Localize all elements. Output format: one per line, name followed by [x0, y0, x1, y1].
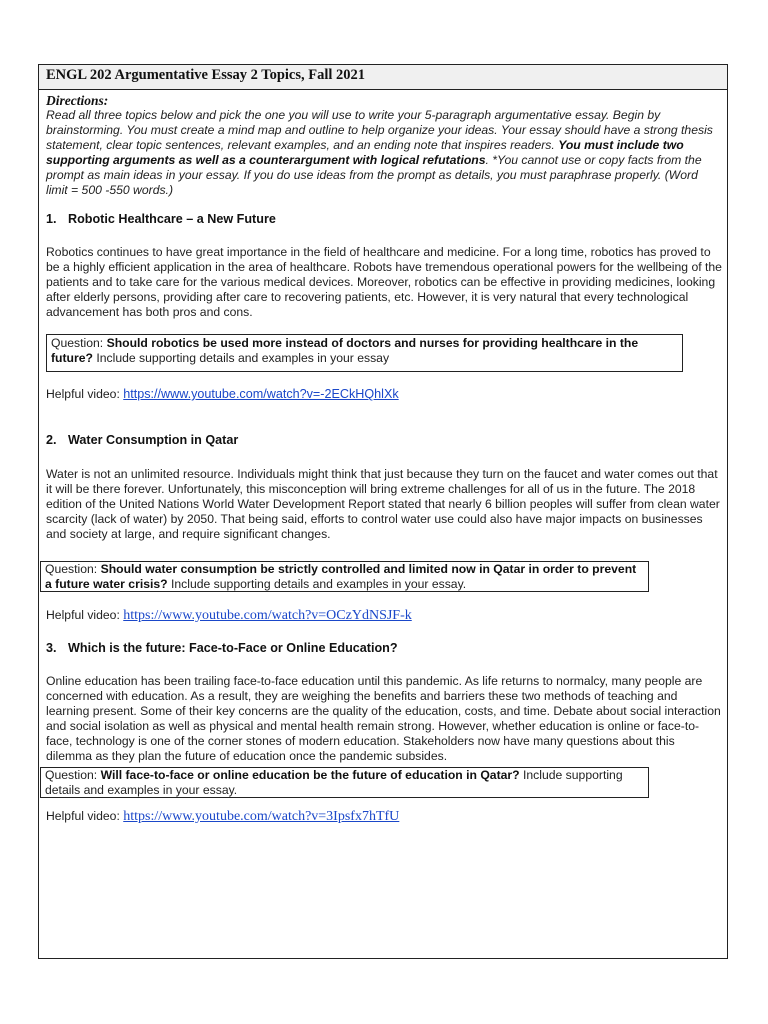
topic-1-helpful-video	[46, 387, 399, 401]
topic-1-title: Robotic Healthcare – a New Future	[68, 212, 276, 226]
topic-2-heading	[46, 433, 238, 447]
topic-2-paragraph: Water is not an unlimited resource. Individuals might think that just because they turn on the faucet and water comes out that it will be there forever. Unfortunately, this misconception will bring extreme challenges for all of us in the future. The 2018 edition of the United Nations World Water Development Report stated that nearly 6 billion peoples will suffer from clean water scarcity (lack of water) by 2050. That being said, efforts to control water use could also have major impacts on businesses and society at large, and require significant changes.	[46, 467, 720, 541]
topic-1-question-rest: Include supporting details and examples in your essay	[92, 351, 390, 365]
topic-3-title: Which is the future: Face-to-Face or Online Education?	[68, 641, 398, 655]
topic-1-paragraph: Robotics continues to have great importance in the field of healthcare and medicine. For a long time, robotics has proved to be a highly efficient application in the area of healthcare. Robots have tremendous operational powers for the wellbeing of the patients and to take care for the various medical devices. Moreover, robotics can be effective in providing medicines, looking after elderly persons, providing after care to recovering patients, etc. However, it is very natural that every technological advancement has both pros and cons.	[46, 245, 722, 319]
topic-1-heading	[46, 212, 276, 226]
topic-3-question-rest: Include supporting details and examples in your essay.	[45, 768, 623, 797]
topic-2-helpful-video	[46, 608, 412, 624]
question-label: Question:	[45, 768, 101, 782]
topic-2-question-box	[40, 561, 649, 592]
helpful-label: Helpful video:	[46, 387, 124, 401]
question-label: Question:	[45, 562, 101, 576]
topic-3-video-link[interactable]: https://www.youtube.com/watch?v=3Ipsfx7hTfU	[123, 809, 400, 824]
topic-2-question: Should water consumption be strictly controlled and limited now in Qatar in order to prevent a future water crisis?	[45, 562, 637, 591]
directions-text	[46, 108, 718, 198]
topic-3-paragraph: Online education has been trailing face-to-face education until this pandemic. As life returns to normalcy, many people are concerned with education. As a result, they are weighing the benefits and barriers these two methods of teaching and learning present. Some of their key concerns are the quality of the education, costs, and time. Debate about social interaction and social isolation as well as physical and mental health remain strong. However, whether education is online or face-to-face, technology is one of the corner stones of modern education. Stakeholders now have many questions about this dilemma as they plan the future of education once the pandemic subsides.	[46, 674, 721, 763]
question-label: Question:	[51, 336, 107, 350]
topic-3-heading	[46, 641, 398, 655]
topic-3-question: Will face-to-face or online education be the future of education in Qatar?	[100, 768, 520, 782]
directions-part2: . *You cannot use or copy facts from the prompt as main ideas in your essay. If you do use ideas from the prompt as details, you must paraphrase properly. (Word limit = 500 -550 words.)	[46, 153, 702, 197]
topic-2-video-link[interactable]: https://www.youtube.com/watch?v=OCzYdNSJF-k	[123, 608, 412, 623]
topic-2-title: Water Consumption in Qatar	[68, 433, 239, 447]
topic-1-number: 1.	[46, 212, 57, 226]
directions-heading: Directions:	[46, 93, 109, 108]
topic-1-question: Should robotics be used more instead of doctors and nurses for providing healthcare in the future?	[51, 336, 639, 365]
topic-3-helpful-video	[46, 809, 399, 825]
topic-1-video-link[interactable]: https://www.youtube.com/watch?v=-2ECkHQhlXk	[123, 387, 399, 401]
topic-2-question-rest: Include supporting details and examples in your essay.	[167, 577, 467, 591]
helpful-label: Helpful video:	[46, 809, 124, 823]
topic-2-number: 2.	[46, 433, 57, 447]
topic-3-question-box	[40, 767, 649, 798]
topic-1-question-box	[46, 334, 683, 372]
document-title: ENGL 202 Argumentative Essay 2 Topics, Fall 2021	[46, 67, 366, 83]
helpful-label: Helpful video:	[46, 608, 124, 622]
topic-3-number: 3.	[46, 641, 57, 655]
directions-bold: You must include two supporting arguments as well as a counterargument with logical refutations	[46, 138, 684, 167]
directions-part1: Read all three topics below and pick the one you will use to write your 5-paragraph argumentative essay. Begin by brainstorming. You must create a mind map and outline to help organize your ideas. Your essay should have a strong thesis statement, clear topic sentences, relevant examples, and an ending note that inspires readers.	[46, 108, 713, 152]
